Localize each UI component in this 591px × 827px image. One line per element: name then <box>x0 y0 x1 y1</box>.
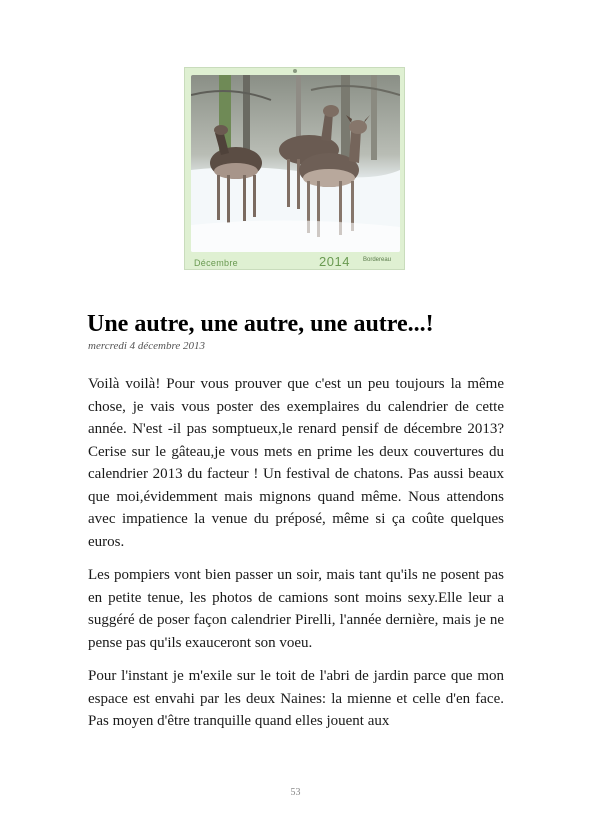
post-date: mercredi 4 décembre 2013 <box>88 340 205 352</box>
calendar-brand-label: Bordereau <box>363 257 392 263</box>
paragraph: Pour l'instant je m'exile sur le toit de l'abri de jardin parce que mon espace est envahi par les deux Naines: la mienne et celle d'en face. Pas moyen d'être tranquille quand elles jouent aux <box>88 668 504 729</box>
calendar-month-label: Décembre <box>194 258 238 268</box>
paragraph: Voilà voilà! Pour vous prouver que c'est un peu toujours la même chose, je vais vous poster des exemplaires du calendrier de cette année. N'est -il pas somptueux,le renard pensif de décembre 2013?Cerise sur le gâteau,je vous mets en prime les deux couvertures du calendrier 2013 du facteur ! Un festival de chatons. Pas aussi beaux que moi,évidemment mais mignons quand même. Nous attendons avec impatience la venue du préposé, même si ça coûte quelques euros. <box>88 376 504 550</box>
deer-in-snow-photo <box>191 75 400 252</box>
calendar-image <box>184 67 405 270</box>
calendar-year-label: 2014 <box>319 254 350 269</box>
post-title: Une autre, une autre, une autre...! <box>87 311 434 337</box>
post-body <box>88 373 504 744</box>
paragraph: Les pompiers vont bien passer un soir, mais tant qu'ils ne posent pas en petite tenue, les photos de camions sont moins sexy.Elle leur a suggéré de poser façon calendrier Pirelli, l'année dernière, mais je ne pense pas qu'ils exauceront son voeu. <box>88 567 504 651</box>
page-number: 53 <box>290 787 301 798</box>
calendar-hook <box>293 69 297 73</box>
